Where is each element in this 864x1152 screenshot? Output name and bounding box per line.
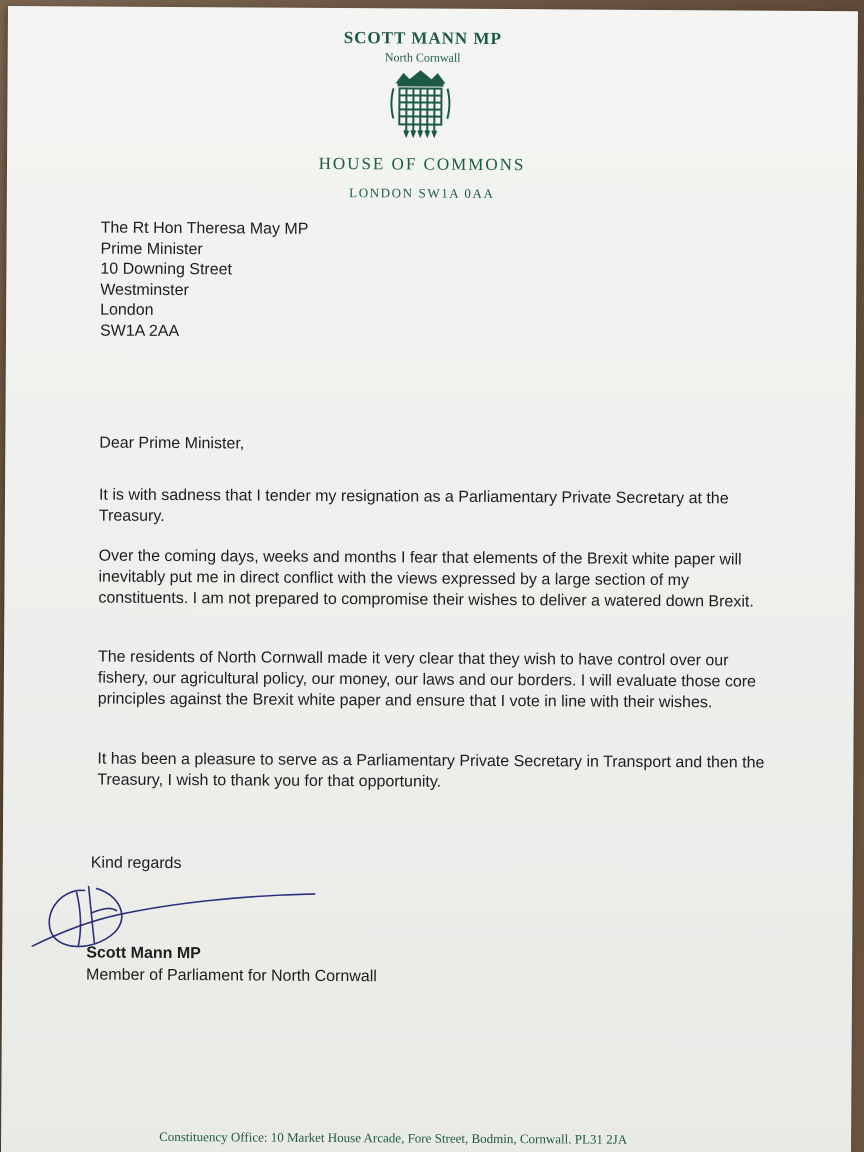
recipient-line: SW1A 2AA [99, 322, 180, 340]
letterhead-constituency: North Cornwall [384, 50, 461, 65]
letterhead-mp-name: SCOTT MANN MP [343, 28, 502, 49]
recipient-line: 10 Downing Street [100, 260, 233, 279]
body-paragraph: It has been a pleasure to serve as a Parliamentary Private Secretary in Transport and then the Treasury, I wish to thank you for that opportunity. [97, 750, 765, 791]
portcullis-icon [385, 68, 455, 138]
letter-page [1, 6, 858, 1152]
body-paragraph: The residents of North Cornwall made it very clear that they wish to have control over our fishery, our agricultural policy, our money, our laws and our borders. I will evaluate those core principles against the Brexit white paper and ensure that I vote in line with their wishes. [97, 648, 757, 712]
recipient-line: Westminster [100, 281, 189, 299]
recipient-address [100, 219, 309, 343]
footer-constituency-office: Constituency Office: 10 Market House Arcade, Fore Street, Bodmin, Cornwall. PL31 2JA [159, 1128, 628, 1147]
signatory-title: Member of Parliament for North Cornwall [86, 966, 377, 986]
recipient-line: The Rt Hon Theresa May MP [100, 219, 309, 238]
body-paragraph: Over the coming days, weeks and months I fear that elements of the Brexit white paper will inevitably put me in direct conflict with the views expressed by a large section of my constituents. I am not prepared to compromise their wishes to deliver a watered down Brexit. [98, 547, 754, 611]
recipient-line: Prime Minister [100, 240, 203, 258]
recipient-line: London [100, 301, 154, 319]
signatory-name: Scott Mann MP [86, 944, 201, 963]
body-paragraph: It is with sadness that I tender my resignation as a Parliamentary Private Secretary at the Treasury. [98, 486, 729, 525]
salutation: Dear Prime Minister, [99, 434, 245, 453]
letterhead-house-of-commons: HOUSE OF COMMONS [318, 153, 526, 175]
letterhead-london-address: LONDON SW1A 0AA [349, 185, 495, 201]
closing: Kind regards [90, 854, 182, 873]
